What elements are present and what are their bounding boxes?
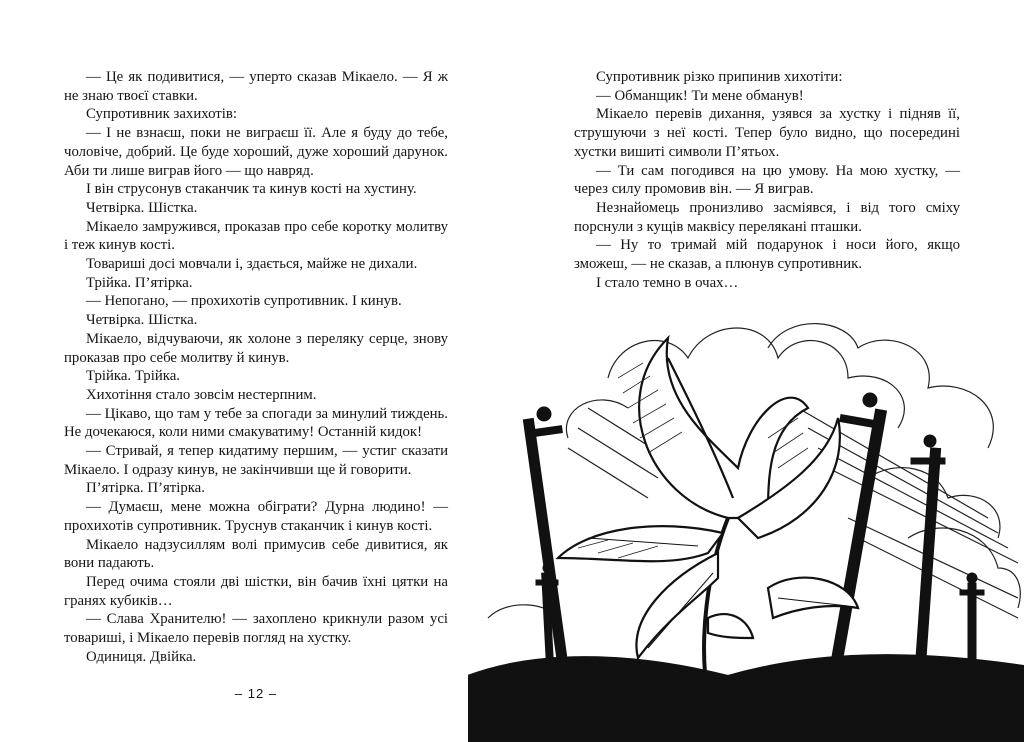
paragraph: — Стривай, я тепер кидатиму першим, — устиг сказати Мікаело. І одразу кинув, не закінчивши ще й говорити. (64, 443, 448, 478)
paragraph: — Ти сам погодився на цю умову. На мою хустку, — через силу промовив він. — Я виграв. (574, 162, 960, 198)
paragraph: Супротивник захихотів: (86, 106, 237, 123)
paragraph: Супротивник різко припинив хихотіти: (596, 69, 843, 85)
paragraph: Мікаело, відчуваючи, як холоне з переляку серце, знову проказав про себе молитву й кинув. (64, 330, 448, 366)
paragraph: — Слава Хранителю! — захоплено крикнули разом усі товариші, і Мікаело перевів погляд на хустку. (64, 611, 448, 647)
paragraph: — Думаєш, мене можна обіграти? Дурна людино! — прохихотів супротивник. Труснув стаканчик і кинув кості. (64, 499, 448, 534)
paragraph: Незнайомець пронизливо засміявся, і від того сміху порснули з кущів маквісу перелякані пташки. (574, 199, 960, 235)
plant (558, 338, 858, 698)
paragraph: — Цікаво, що там у тебе за спогади за минулий тиждень. Не дочекаюся, коли ними смакуватиму! Останній кидок! (64, 405, 448, 441)
left-page-text (64, 68, 448, 667)
paragraph: П’ятірка. П’ятірка. (86, 480, 205, 497)
paragraph: — Ну то тримай мій подарунок і носи його, якщо зможеш, — не сказав, а плюнув супротивник. (574, 237, 960, 273)
right-page-text (574, 68, 960, 292)
paragraph: Мікаело надзусиллям волі примусив себе дивитися, як вони падають. (64, 536, 448, 572)
sword-right (911, 435, 945, 678)
paragraph: — І не взнаєш, поки не виграєш її. Але я буду до тебе, чоловіче, добрий. Це буде хороший, дуже хороший дарунок. Аби ти лише виграв його — що навряд. (64, 125, 448, 179)
paragraph: Четвірка. Шістка. (86, 312, 198, 329)
paragraph: Трійка. П’ятірка. (86, 274, 193, 291)
paragraph: Трійка. Трійка. (86, 368, 180, 385)
ink-illustration (468, 318, 1024, 742)
paragraph: Мікаело перевів дихання, узявся за хустку і підняв її, струшуючи з неї кості. Тепер було видно, що посередині хустки вишиті символи П’ятьох. (574, 106, 960, 160)
paragraph: Товариші досі мовчали і, здається, майже не дихали. (86, 256, 418, 273)
paragraph: Четвірка. Шістка. (86, 199, 198, 216)
paragraph: Одиниця. Двійка. (86, 648, 197, 665)
paragraph: І стало темно в очах… (596, 274, 739, 291)
paragraph: Хихотіння стало зовсім нестерпним. (86, 386, 317, 403)
page-number: – 12 – (234, 686, 278, 701)
paragraph: — Обманщик! Ти мене обманув! (596, 87, 804, 104)
paragraph: І він струсонув стаканчик та кинув кості на хустину. (86, 181, 417, 198)
paragraph: — Непогано, — прохихотів супротивник. І кинув. (86, 293, 402, 310)
paragraph: Мікаело замружився, проказав про себе коротку молитву і теж кинув кості. (64, 218, 448, 254)
paragraph: — Це як подивитися, — уперто сказав Мікаело. — Я ж не знаю твоєї ставки. (64, 69, 448, 104)
paragraph: Перед очима стояли дві шістки, він бачив їхні цятки на гранях кубиків… (64, 573, 448, 609)
